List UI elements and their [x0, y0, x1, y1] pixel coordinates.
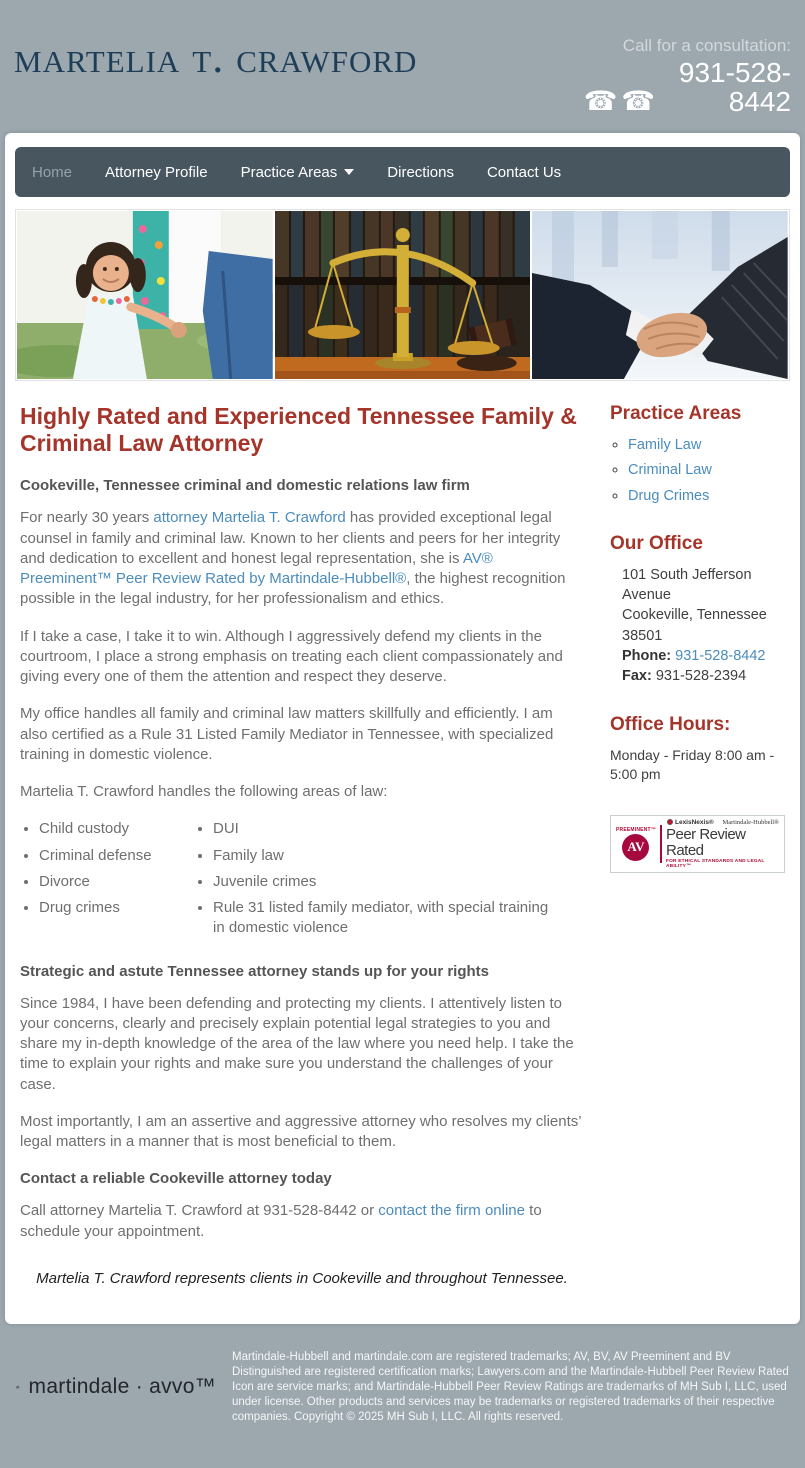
nav-item-attorney-profile[interactable]: Attorney Profile — [105, 163, 208, 181]
badge-tagline: FOR ETHICAL STANDARDS AND LEGAL ABILITY™ — [665, 859, 765, 870]
list-item: • Divorce — [39, 872, 194, 892]
paragraph-intro: For nearly 30 years attorney Martelia T. Crawford has provided exceptional legal counsel in family and criminal law. Known to her clients and peers for her integrity and dedication to excellent and honest legal representation, she is AV® Preeminent™ Peer Review Rated by Martindale-Hubbell®, the highest recognition possible in the legal industry, for her professionalism and ethics. — [20, 509, 566, 608]
practice-areas-list — [610, 435, 785, 506]
content-wrapper — [5, 133, 800, 1324]
lede-subhead: Cookeville, Tennessee criminal and domestic relations law firm — [20, 477, 470, 495]
list-item: • Criminal defense — [39, 846, 194, 866]
contact-firm-online-link[interactable]: contact the firm online — [378, 1202, 525, 1220]
main-navigation — [15, 147, 790, 197]
paragraph-areas-intro: Martelia T. Crawford handles the following areas of law: — [20, 783, 388, 800]
nav-item-directions[interactable]: Directions — [387, 163, 454, 181]
office-fax-row: Fax: 931-528-2394 — [622, 668, 747, 685]
hero-image-family — [17, 211, 273, 379]
call-for-consultation-label: Call for a consultation: — [622, 36, 791, 55]
hero-image-handshake — [532, 211, 788, 379]
main-content — [5, 403, 584, 1323]
paragraph-office: My office handles all family and criminal law matters skillfully and efficiently. I am also certified as a Rule 31 Listed Family Mediator in Tennessee, with specialized training in domestic violence. — [20, 705, 554, 763]
list-item: • Family law — [213, 846, 556, 866]
office-fax-number: 931-528-2394 — [655, 668, 747, 685]
sidebar-link-criminal-law[interactable]: Criminal Law — [628, 462, 712, 479]
hero-image-scales-of-justice — [275, 211, 531, 379]
site-footer — [0, 1328, 805, 1468]
areas-of-law-lists — [20, 819, 584, 944]
list-item — [628, 435, 785, 455]
attorney-profile-link[interactable]: attorney Martelia T. Crawford — [153, 509, 346, 527]
header-phone-number: 931-528-8442 — [678, 57, 791, 118]
office-hours-text: Monday - Friday 8:00 am - 5:00 pm — [610, 746, 775, 783]
header-contact — [584, 36, 791, 117]
sidebar-office-hours-title: Office Hours: — [610, 713, 731, 735]
martindale-hubbell-label: Martindale-Hubbell® — [722, 818, 779, 826]
lexisnexis-icon — [667, 819, 673, 825]
av-preeminent-link[interactable]: AV® Preeminent™ Peer Review Rated by Martindale-Hubbell® — [20, 549, 493, 587]
subhead-strategic: Strategic and astute Tennessee attorney stands up for your rights — [20, 962, 489, 980]
paragraph-since-1984: Since 1984, I have been defending and protecting my clients. I attentively listen to your concerns, clearly and precisely explain potential legal strategies to you and share my in-depth knowledge of the area of the law where you need help. I take the time to explain your rights and make sure you understand the challenges of your case. — [20, 994, 574, 1093]
martindale-avvo-logo[interactable]: martindale · avvo™ — [16, 1350, 216, 1425]
list-item — [628, 486, 785, 506]
badge-divider — [660, 825, 662, 863]
peer-review-rated-label: Peer Review Rated — [665, 825, 746, 859]
footer-legal-text: Martindale-Hubbell and martindale.com are registered trademarks; AV, BV, AV Preeminent and BV Distinguished are registered certification marks; Lawyers.com and the Martindale-Hubbell Peer Review Rated Icon are service marks; and Martindale-Hubbell Peer Review Ratings are trademarks of MH Sub I, LLC, used under license. Other products and services may be trademarks or registered trademarks of their respective companies. Copyright © 2025 MH Sub I, LLC. All rights reserved. — [232, 1350, 789, 1423]
office-phone-row: Phone: 931-528-8442 — [622, 648, 766, 665]
paragraph-win: If I take a case, I take it to win. Although I aggressively defend my clients in the courtroom, I place a strong emphasis on treating each client compassionately and giving every one of them the attention and respect they deserve. — [20, 627, 563, 685]
telephone-icon: ☎☎ — [583, 85, 659, 116]
office-phone-link[interactable]: 931-528-8442 — [675, 648, 766, 665]
paragraph-call: Call attorney Martelia T. Crawford at 931-528-8442 or contact the firm online to schedule your appointment. — [20, 1202, 542, 1240]
list-item: • DUI — [213, 819, 556, 839]
sidebar-practice-areas-title: Practice Areas — [610, 403, 742, 424]
site-header — [0, 0, 805, 133]
list-item: • Rule 31 listed family mediator, with special training in domestic violence — [213, 898, 556, 939]
nav-item-contact-us[interactable]: Contact Us — [486, 163, 562, 181]
nav-item-home[interactable]: Home — [32, 163, 73, 181]
list-item: • Drug crimes — [39, 898, 194, 918]
paragraph-assertive: Most importantly, I am an assertive and aggressive attorney who resolves my clients’ legal matters in a manner that is most beneficial to them. — [20, 1112, 582, 1150]
sidebar-link-drug-crimes[interactable]: Drug Crimes — [628, 487, 710, 504]
list-item — [628, 460, 785, 480]
nav-item-practice-areas[interactable]: Practice Areas — [241, 164, 355, 181]
lexisnexis-logo: LexisNexis® — [667, 819, 714, 826]
sidebar-link-family-law[interactable]: Family Law — [628, 437, 702, 453]
sidebar-our-office-title: Our Office — [610, 532, 703, 554]
list-item: • Juvenile crimes — [213, 872, 556, 892]
av-rating-icon: AV ® — [622, 834, 649, 861]
sidebar — [584, 403, 800, 1323]
representation-tagline: Martelia T. Crawford represents clients in Cookeville and throughout Tennessee. — [36, 1269, 568, 1287]
site-title: martelia t. crawford — [14, 33, 418, 82]
chevron-down-icon — [344, 169, 354, 175]
areas-list-left — [20, 819, 194, 944]
address-line: Cookeville, Tennessee 38501 — [622, 607, 767, 644]
subhead-contact: Contact a reliable Cookeville attorney today — [20, 1170, 332, 1188]
hero-image-strip — [15, 209, 790, 381]
av-peer-review-rated-badge — [610, 815, 785, 874]
office-address-block — [610, 565, 785, 687]
badge-preeminent-label: PREEMINENT™ — [616, 826, 656, 833]
address-line: 101 South Jefferson Avenue — [622, 566, 752, 604]
areas-list-right — [194, 819, 556, 944]
list-item: • Child custody — [39, 819, 194, 839]
page-title: Highly Rated and Experienced Tennessee Family & Criminal Law Attorney — [20, 403, 577, 457]
